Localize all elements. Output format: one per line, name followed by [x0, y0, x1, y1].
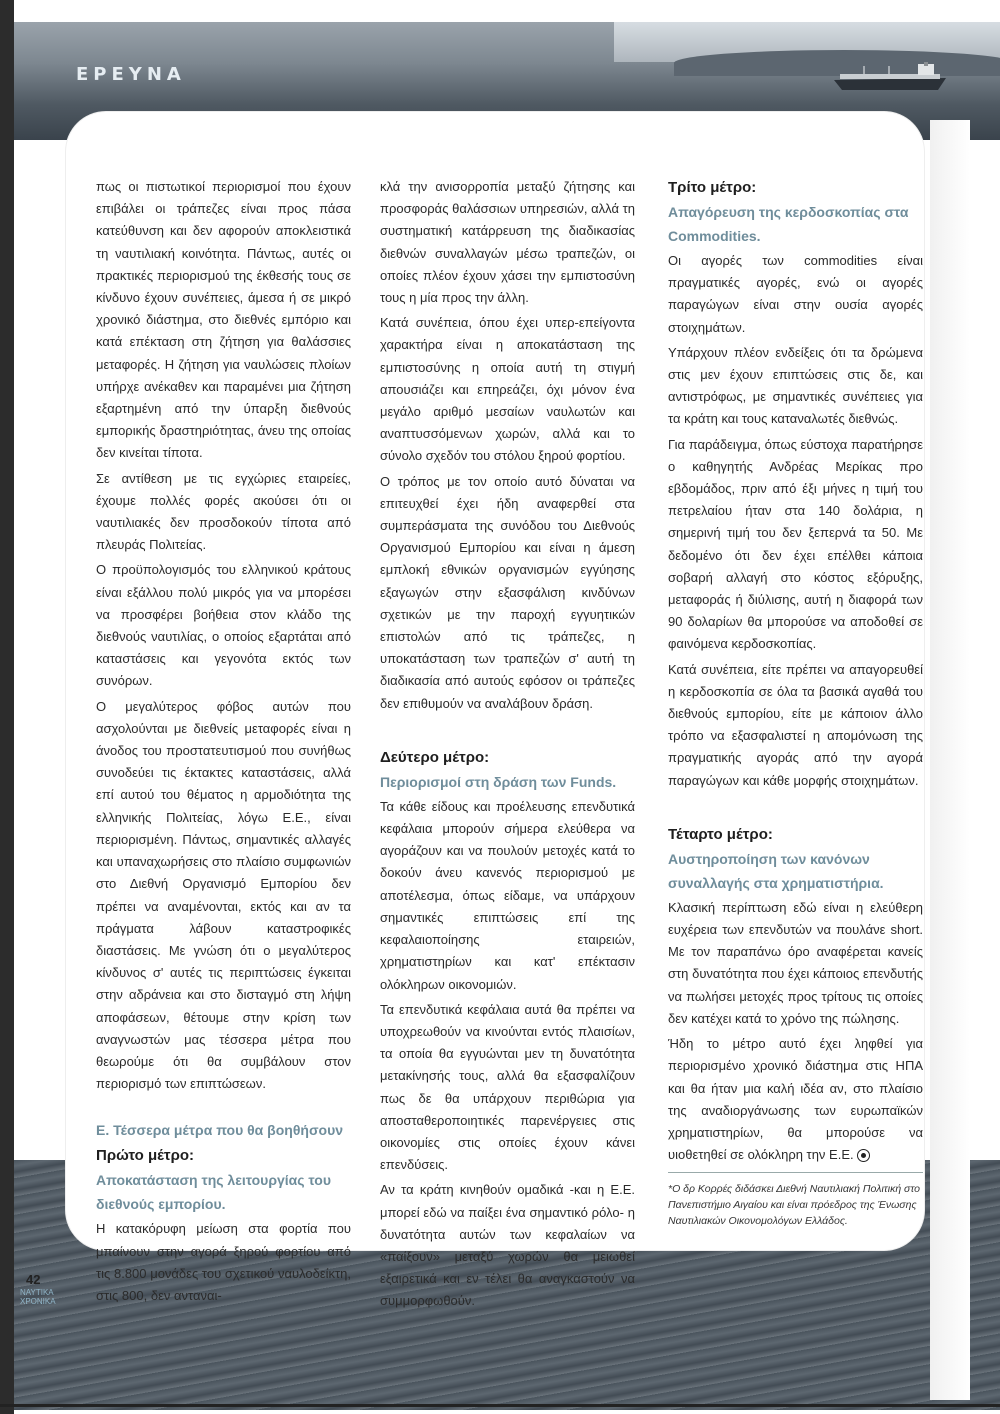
section-heading: Ε. Τέσσερα μέτρα που θα βοηθήσουν [96, 1122, 344, 1139]
article-column-1 [96, 176, 351, 1310]
paragraph: Για παράδειγμα, όπως εύστοχα παρατήρησε ο καθηγητής Ανδρέας Μερίκας προ εβδομάδος, πριν από έξι μήνες η τιμή του πετρελαίου ήταν στα 140 δολάρια, η σημερινή τιμή του δεν ξεπερνά τα 50. Με δεδομένο ότι δεν έχει επέλθει κάποια σοβαρή αλλαγή στο κόστος εξόρυξης, μεταφοράς ή διύλισης, αυτή η διαφορά των 90 δολαρίων θα μπορούσε να αποδοθεί σε φαινόμενα κερδοσκοπίας. [668, 436, 923, 652]
paragraph: Οι αγορές των commodities είναι πραγματικές αγορές, ενώ οι αγορές παραγώγων είναι στην ουσία αγορές στοιχημάτων. [668, 253, 923, 335]
paragraph: κλά την ανισορροπία μεταξύ ζήτησης και προσφοράς θαλάσσιων υπηρεσιών, αλλά τη συστηματική κατάρρευση της διαδικασίας διεθνών συναλλαγών μέσω τραπεζών, οι οποίες πλέον έχουν χάσει την εμπιστοσύνη τους η μία προς την άλλη. [380, 179, 635, 306]
measure-3-title: Απαγόρευση της κερδοσκοπίας στα Commodities. [668, 204, 909, 244]
measure-2-label: Δεύτερο μέτρο: [380, 748, 490, 766]
magazine-logo-line2: ΧΡΟΝΙΚΑ [20, 1297, 56, 1306]
paragraph-text: Ήδη το μέτρο αυτό έχει ληφθεί για περιορισμένο χρονικό διάστημα στις ΗΠΑ και θα ήταν μια καλή ιδέα αν, στο πλαίσιο της αναδιοργάνωσης των ευρωπαϊκών χρηματιστηρίων, θα μπορούσε να υιοθετηθεί σε ολόκληρη την Ε.Ε. [668, 1036, 923, 1163]
paragraph: Ο προϋπολογισμός του ελληνικού κράτους είναι εξάλλου πολύ μικρός για να μπορέσει να προσφέρει βοήθεια στον κλάδο της διεθνούς ναυτιλίας, ο οποίος εξαρτάται από καταστάσεις και γεγονότα εκτός των συνόρων. [96, 562, 351, 689]
paragraph: Κλασική περίπτωση εδώ είναι η ελεύθερη ευχέρεια των επενδυτών να πουλάνε short. Με τον παραπάνω όρο αναφέρεται κανείς στη δυνατότητα που έχει κάποιος επενδυτής να πωλήσει μετοχές προς τρίτους τις οποίες δεν κατέχει κατά το χρόνο της πώλησης. [668, 899, 923, 1026]
paragraph: Τα κάθε είδους και προέλευσης επενδυτικά κεφάλαια μπορούν σήμερα ελεύθερα να αγοράζουν και να πουλούν μετοχές κατά το δοκούν άνευ κανενός περιορισμού με αποτέλεσμα, όπως είδαμε, να υπάρχουν σημαντικές επιπτώσεις επί της κεφαλαιοποίησης εταιρειών, χρηματιστηρίων και κατ' επέκτασιν ολόκληρων οικονομιών. [380, 798, 635, 992]
measure-4-label: Τέταρτο μέτρο: [668, 825, 773, 843]
page-edge-strip [930, 120, 970, 1400]
paragraph: Κατά συνέπεια, όπου έχει υπερ-επείγοντα χαρακτήρα είναι η αποκατάσταση της εμπιστοσύνης η οποία αυτή τη στιγμή απουσιάζει και επηρεάζει, όχι μόνον ένα μεγάλο αριθμό μεσαίων ναυλωτών και αναπτυσσόμενων χωρών, αλλά και το σύνολο σχεδόν του στόλου ξηρού φορτίου. [380, 315, 635, 464]
author-note: *Ο δρ Κορρές διδάσκει Διεθνή Ναυτιλιακή Πολιτική στο Πανεπιστήμιο Αιγαίου και είναι πρόεδρος της Ένωσης Ναυτιλιακών Οικονομολόγων Ελλάδος. [668, 1183, 921, 1228]
paragraph: πως οι πιστωτικοί περιορισμοί που έχουν επιβάλει οι τράπεζες είναι προς πάσα κατεύθυνση και δεν αφορούν αποκλειστικά τη ναυτιλιακή κοινότητα. Πάντως, αυτές οι πρακτικές περιορισμού της έκθεσής τους σε κίνδυνο έχουν συνέπειες, άμεσα ή σε μικρό χρονικό διάστημα, στο διεθνές εμπόριο και κατά επέκταση στη ζήτηση για θαλάσσιες μεταφορές. Η ζήτηση για ναυλώσεις πλοίων υπήρχε ανέκαθεν και παραμένει μια ζήτηση εξαρτημένη από την ύπαρξη διεθνούς εμπορικής δραστηριότητας, άνευ της οποίας δεν κινείται τίποτα. [96, 179, 351, 461]
paragraph: Σε αντίθεση με τις εγχώριες εταιρείες, έχουμε πολλές φορές ακούσει ότι οι ναυτιλιακές δεν προσδοκούν τίποτα από πλευράς Πολιτείας. [96, 470, 351, 553]
magazine-logo-line1: ΝΑΥΤΙΚΑ [20, 1288, 54, 1297]
measure-2-title: Περιορισμοί στη δράση των Funds. [380, 773, 617, 790]
measure-1-title: Αποκατάσταση της λειτουργίας του διεθνούς εμπορίου. [96, 1172, 331, 1213]
magazine-logo [20, 1288, 56, 1306]
ship-illustration [834, 62, 954, 92]
paragraph: Ο μεγαλύτερος φόβος αυτών που ασχολούνται με διεθνείς μεταφορές είναι η άνοδος του προστατευτισμού που συνήθως συνοδεύει τις έκτακτες καταστάσεις, αλλά επί αυτού του θέματος η αρμοδιότητα της ελληνικής Πολιτείας, λόγω Ε.Ε., είναι περιορισμένη. Πάντως, σημαντικές αλλαγές και υπαναχωρήσεις στο πλαίσιο συμφωνιών στο Διεθνή Οργανισμό Εμπορίου δεν πρέπει να αναμένονται, εκτός και αν τα πράγματα λάβουν καταστροφικές διαστάσεις. Με γνώση ότι ο μεγαλύτερος κίνδυνος σ' αυτές τις περιπτώσεις έγκειται στην αδράνεια και στο δισταγμό στη λήψη αποφάσεων, θέτουμε στην κρίση των αναγνωστών μας τέσσερα μέτρα που θεωρούμε ότι θα συμβάλουν στον περιορισμό των επιπτώσεων. [96, 698, 351, 1092]
scan-edge [0, 0, 14, 1414]
page-number: 42 [26, 1272, 41, 1287]
section-label: ΕΡΕΥΝΑ [76, 64, 186, 85]
article-column-2 [380, 176, 635, 1316]
paragraph: Τα επενδυτικά κεφάλαια αυτά θα πρέπει να υποχρεωθούν να κινούνται εντός πλαισίων, τα οποία θα εγγυώνται μεν τη δυνατότητα μετακίνησής τους, αλλά θα εξασφαλίζουν πως δε θα υπάρχουν περιθώρια για αποσταθεροποιητικές παρενέργειες στις οικονομίες στις οποίες έχουν κάνει επενδύσεις. [380, 1001, 635, 1173]
paragraph: Κατά συνέπεια, είτε πρέπει να απαγορευθεί η κερδοσκοπία σε όλα τα βασικά αγαθά του διεθνούς εμπορίου, είτε με κάποιον άλλο τρόπο να εξασφαλιστεί η απομόνωση της πραγματικής αγοράς από την αγορά παραγώγων και κάθε μορφής στοιχημάτων. [668, 661, 923, 788]
paragraph-final [668, 1033, 923, 1166]
paragraph: Ο τρόπος με τον οποίο αυτό δύναται να επιτευχθεί έχει ήδη αναφερθεί στα συμπεράσματα της συνόδου του Διεθνούς Οργανισμού Εμπορίου και είναι η άμεση εμπλοκή εθνικών οργανισμών εγγύησης εξαγωγών στην εξασφάλιση κινδύνων σχετικών με την παροχή εγγυητικών επιστολών από τις τράπεζες, η υποκατάσταση των τραπεζών σ' αυτή τη διαδικασία από αυτούς εφόσον οι τράπεζες δεν επιθυμούν να αναλάβουν δράση. [380, 473, 635, 711]
paragraph: Υπάρχουν πλέον ενδείξεις ότι τα δρώμενα στις μεν έχουν επιπτώσεις στις δε, και αντιστρόφως, με σημαντικές συνέπειες για τα κράτη και τους καταναλωτές διεθνώς. [668, 344, 923, 427]
end-of-article-icon [857, 1149, 870, 1162]
article-column-3 [668, 176, 923, 1229]
measure-3-label: Τρίτο μέτρο: [668, 179, 757, 196]
measure-1-label: Πρώτο μέτρο: [96, 1147, 195, 1165]
measure-4-title: Αυστηροποίηση των κανόνων συναλλαγής στα χρηματιστήρια. [668, 850, 884, 891]
paragraph: Η κατακόρυφη μείωση στα φορτία που μπαίνουν στην αγορά ξηρού φορτίου από τις 8.800 μονάδες του σχετικού ναυλοδείκτη, στις 800, δεν ανταναι- [96, 1221, 351, 1303]
note-divider [668, 1172, 923, 1173]
paragraph: Αν τα κράτη κινηθούν ομαδικά -και η Ε.Ε. μπορεί εδώ να παίξει ένα σημαντικό ρόλο- η δυνατότητα αυτών των κεφαλαίων να «παίξουν» μεταξύ χωρών θα μειωθεί εξαιρετικά και εν τέλει θα αναγκαστούν να συμμορφωθούν. [380, 1182, 635, 1309]
bottom-rule [0, 1404, 1000, 1407]
